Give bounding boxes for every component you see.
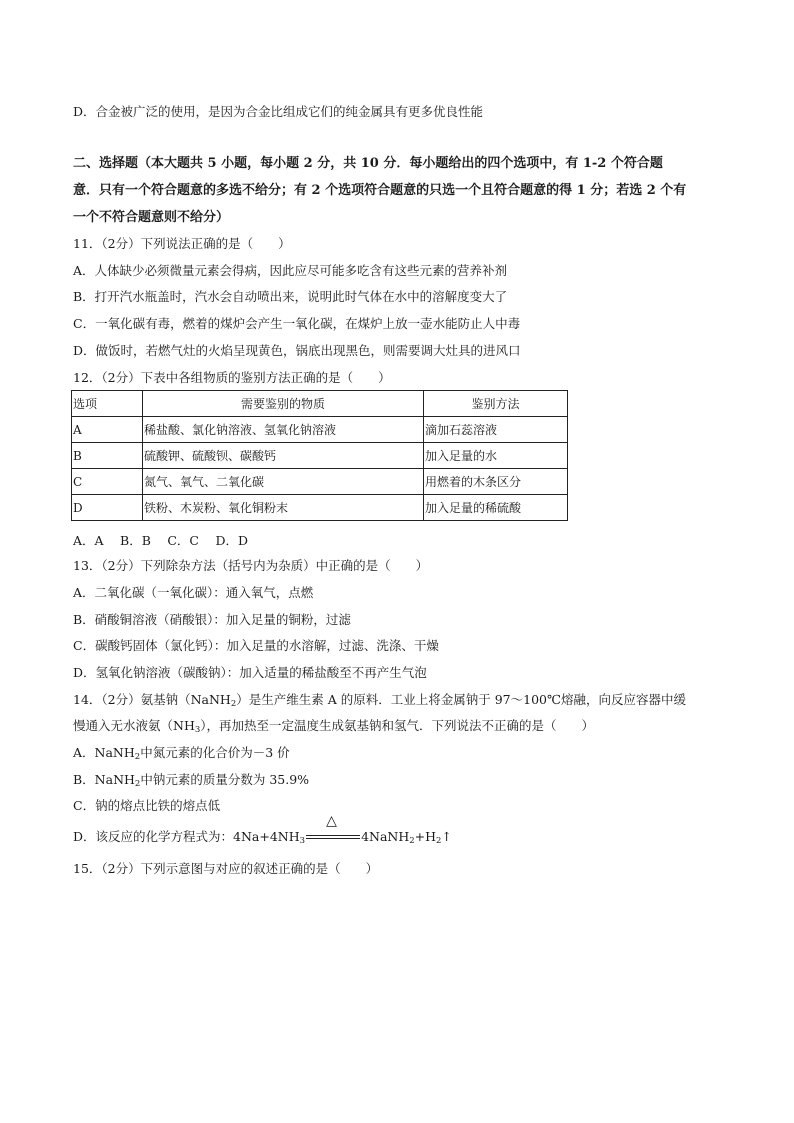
table-cell: 加入足量的稀硫酸	[424, 495, 568, 521]
q13-option-c: C．碳酸钙固体（氯化钙）：加入足量的水溶解，过滤、洗涤、干燥	[73, 638, 439, 653]
q14-option-a: A．NaNH$_2$中氮元素的化合价为－3 价	[73, 745, 290, 762]
q13-option-b: B．硝酸铜溶液（硝酸银）：加入足量的铜粉，过滤	[73, 612, 351, 627]
q15-stem: 15．（2分）下列示意图与对应的叙述正确的是（ ）	[73, 861, 379, 876]
q12-stem: 12．（2分）下表中各组物质的鉴别方法正确的是（ ）	[73, 370, 391, 385]
q14-stem-line-1: 14．（2分）氨基钠（NaNH$_2$）是生产维生素 A 的原料．工业上将金属钠于 97～100℃熔融，向反应容器中缓	[73, 692, 686, 709]
section-heading-line-1: 二、选择题（本大题共 5 小题，每小题 2 分，共 10 分．每小题给出的四个选项中，有 1-2 个符合题	[73, 156, 663, 171]
q11-option-c: C．一氧化碳有毒，燃着的煤炉会产生一氧化碳，在煤炉上放一壶水能防止人中毒	[73, 316, 521, 331]
table-cell: A	[72, 417, 143, 443]
q14-stem-line-2: 慢通入无水液氨$(NH_3)$，再加热至一定温度生成氨基钠和氢气．下列说法不正确的是（ ）	[73, 718, 595, 735]
table-row	[72, 469, 568, 495]
table-cell: 用燃着的木条区分	[424, 469, 568, 495]
table-cell: 滴加石蕊溶液	[424, 417, 568, 443]
q10-option-d: D．合金被广泛的使用，是因为合金比组成它们的纯金属具有更多优良性能	[73, 104, 484, 119]
delta-heat-icon: △	[326, 813, 337, 829]
table-header-cell: 选项	[72, 391, 143, 417]
heat-condition-arrow	[306, 813, 360, 844]
table-cell: B	[72, 443, 143, 469]
q14-option-b: B．NaNH$_2$中钠元素的质量分数为 35.9%	[73, 772, 310, 789]
q12-table	[71, 390, 568, 521]
section-heading-line-3: 一个不符合题意则不给分）	[73, 210, 230, 225]
q11-option-a: A．人体缺少必须微量元素会得病，因此应尽可能多吃含有这些元素的营养补剂	[73, 263, 508, 278]
table-row	[72, 443, 568, 469]
q13-option-a: A．二氧化碳（一氧化碳）：通入氧气，点燃	[73, 585, 314, 600]
section-heading-line-2: 意．只有一个符合题意的多选不给分；有 2 个选项符合题意的只选一个且符合题意的得 1 分；若选 2 个有	[73, 183, 687, 198]
table-header-cell: 鉴别方法	[424, 391, 568, 417]
table-header-cell: 需要鉴别的物质	[142, 391, 423, 417]
table-cell: C	[72, 469, 143, 495]
table-cell: 稀盐酸、氯化钠溶液、氢氧化钠溶液	[142, 417, 423, 443]
q11-option-b: B．打开汽水瓶盖时，汽水会自动喷出来，说明此时气体在水中的溶解度变大了	[73, 289, 508, 304]
q13-option-d: D．氢氧化钠溶液（碳酸钠）：加入适量的稀盐酸至不再产生气泡	[73, 665, 427, 680]
table-cell: 硫酸钾、硫酸钡、碳酸钙	[142, 443, 423, 469]
table-cell: D	[72, 495, 143, 521]
table-cell: 氮气、氧气、二氧化碳	[142, 469, 423, 495]
q11-stem: 11．（2分）下列说法正确的是（ ）	[73, 236, 291, 251]
table-cell: 加入足量的水	[424, 443, 568, 469]
q14-option-d: D．该反应的化学方程式为：$4Na+4NH_3$ △ $4NaNH_2+H_2↑$	[73, 813, 452, 846]
q14-option-c: C．钠的熔点比铁的熔点低	[73, 798, 221, 813]
table-row	[72, 417, 568, 443]
table-row	[72, 495, 568, 521]
table-header-row	[72, 391, 568, 417]
q12-options: A．A B．B C．C D．D	[73, 533, 249, 548]
q11-option-d: D．做饭时，若燃气灶的火焰呈现黄色，锅底出现黑色，则需要调大灶具的进风口	[73, 343, 521, 358]
q13-stem: 13．（2分）下列除杂方法（括号内为杂质）中正确的是（ ）	[73, 558, 429, 573]
table-cell: 铁粉、木炭粉、氧化铜粉末	[142, 495, 423, 521]
